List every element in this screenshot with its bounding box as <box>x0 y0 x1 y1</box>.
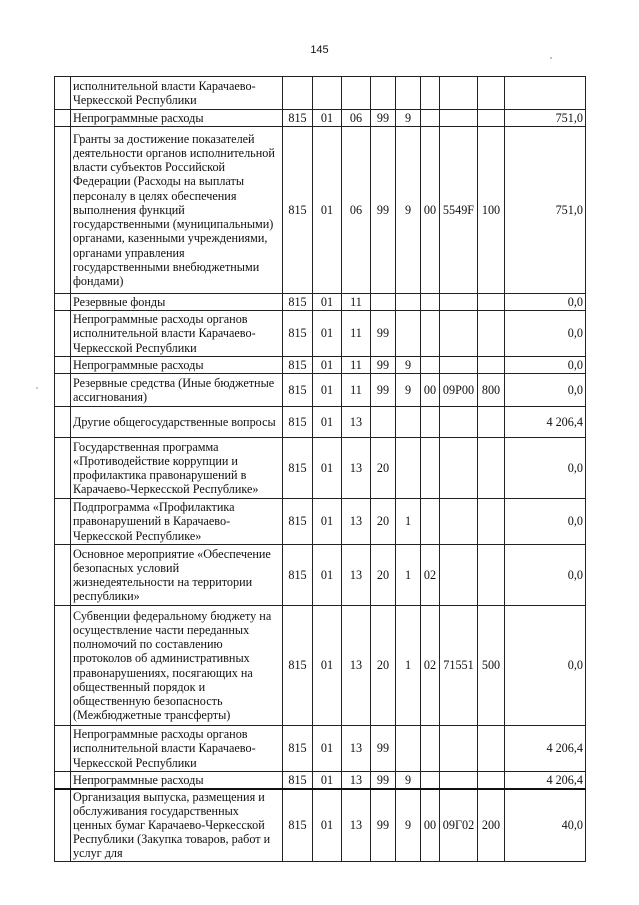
cell-csr2: 9 <box>396 789 421 862</box>
cell-csr4 <box>440 545 478 606</box>
table-row <box>55 407 586 438</box>
cell-pr: 13 <box>342 789 371 862</box>
cell-csr4 <box>440 499 478 545</box>
cell-amount: 0,0 <box>505 438 586 499</box>
row-lead-cell <box>55 772 71 789</box>
cell-csr4 <box>440 726 478 772</box>
cell-csr1 <box>371 294 396 311</box>
cell-rz: 01 <box>313 407 342 438</box>
cell-csr1: 99 <box>371 789 396 862</box>
cell-csr1: 20 <box>371 438 396 499</box>
cell-csr2 <box>396 438 421 499</box>
cell-vr: 500 <box>478 606 505 726</box>
cell-rz: 01 <box>313 357 342 374</box>
row-lead-cell <box>55 789 71 862</box>
cell-vr <box>478 772 505 789</box>
cell-rz: 01 <box>313 545 342 606</box>
cell-amount <box>505 77 586 110</box>
cell-csr4 <box>440 438 478 499</box>
cell-csr4 <box>440 772 478 789</box>
row-lead-cell <box>55 127 71 294</box>
cell-csr2 <box>396 726 421 772</box>
cell-csr4 <box>440 311 478 357</box>
row-lead-cell <box>55 438 71 499</box>
cell-amount: 0,0 <box>505 294 586 311</box>
cell-amount: 4 206,4 <box>505 726 586 772</box>
row-lead-cell <box>55 77 71 110</box>
cell-csr4 <box>440 294 478 311</box>
cell-ved: 815 <box>283 127 313 294</box>
row-lead-cell <box>55 407 71 438</box>
cell-vr <box>478 311 505 357</box>
cell-vr <box>478 499 505 545</box>
row-name: Непрограммные расходы органов исполнительной власти Карачаево-Черкесской Республики <box>71 726 283 772</box>
row-name: Резервные фонды <box>71 294 283 311</box>
cell-csr3 <box>421 726 440 772</box>
cell-vr <box>478 407 505 438</box>
cell-csr2: 9 <box>396 357 421 374</box>
cell-csr1: 99 <box>371 374 396 407</box>
cell-csr3: 00 <box>421 374 440 407</box>
cell-vr: 100 <box>478 127 505 294</box>
table-row <box>55 772 586 789</box>
cell-csr3 <box>421 294 440 311</box>
cell-vr <box>478 110 505 127</box>
cell-csr3 <box>421 438 440 499</box>
cell-csr3: 00 <box>421 127 440 294</box>
cell-csr4 <box>440 407 478 438</box>
row-name: Резервные средства (Иные бюджетные ассигнования) <box>71 374 283 407</box>
cell-ved: 815 <box>283 499 313 545</box>
cell-pr: 13 <box>342 407 371 438</box>
cell-csr2 <box>396 77 421 110</box>
table-row <box>55 789 586 862</box>
cell-csr2 <box>396 294 421 311</box>
cell-csr1: 99 <box>371 110 396 127</box>
cell-ved: 815 <box>283 545 313 606</box>
cell-amount: 4 206,4 <box>505 772 586 789</box>
row-name: Другие общегосударственные вопросы <box>71 407 283 438</box>
cell-csr4 <box>440 357 478 374</box>
cell-pr: 11 <box>342 311 371 357</box>
cell-ved: 815 <box>283 357 313 374</box>
row-lead-cell <box>55 110 71 127</box>
cell-amount: 0,0 <box>505 374 586 407</box>
row-name: Подпрограмма «Профилактика правонарушений в Карачаево-Черкесской Республике» <box>71 499 283 545</box>
cell-csr2 <box>396 407 421 438</box>
cell-ved: 815 <box>283 772 313 789</box>
cell-amount: 751,0 <box>505 110 586 127</box>
row-lead-cell <box>55 357 71 374</box>
cell-csr4 <box>440 110 478 127</box>
row-lead-cell <box>55 499 71 545</box>
cell-csr2: 9 <box>396 772 421 789</box>
cell-rz: 01 <box>313 772 342 789</box>
cell-vr <box>478 294 505 311</box>
cell-csr4 <box>440 77 478 110</box>
cell-amount: 0,0 <box>505 311 586 357</box>
cell-csr1: 20 <box>371 606 396 726</box>
budget-table <box>54 76 586 862</box>
cell-csr4: 5549F <box>440 127 478 294</box>
cell-vr: 800 <box>478 374 505 407</box>
cell-rz: 01 <box>313 110 342 127</box>
table-row <box>55 374 586 407</box>
cell-csr3 <box>421 77 440 110</box>
cell-pr: 13 <box>342 438 371 499</box>
cell-amount: 0,0 <box>505 499 586 545</box>
cell-rz: 01 <box>313 726 342 772</box>
cell-csr2: 1 <box>396 545 421 606</box>
cell-rz: 01 <box>313 789 342 862</box>
cell-ved: 815 <box>283 110 313 127</box>
table-row <box>55 606 586 726</box>
table-row <box>55 499 586 545</box>
cell-vr <box>478 726 505 772</box>
cell-csr2: 9 <box>396 110 421 127</box>
cell-csr1: 99 <box>371 311 396 357</box>
cell-csr3 <box>421 357 440 374</box>
cell-rz: 01 <box>313 374 342 407</box>
cell-pr: 13 <box>342 545 371 606</box>
cell-rz <box>313 77 342 110</box>
cell-pr: 11 <box>342 294 371 311</box>
row-name: Организация выпуска, размещения и обслуживания государственных ценных бумаг Карачаево-Черкесской Республики (Закупка товаров, работ и услуг для <box>71 789 283 862</box>
cell-amount: 40,0 <box>505 789 586 862</box>
cell-ved: 815 <box>283 294 313 311</box>
row-lead-cell <box>55 294 71 311</box>
row-lead-cell <box>55 606 71 726</box>
cell-csr4: 09Р00 <box>440 374 478 407</box>
cell-rz: 01 <box>313 499 342 545</box>
cell-pr: 13 <box>342 499 371 545</box>
cell-csr2 <box>396 311 421 357</box>
cell-pr: 13 <box>342 772 371 789</box>
cell-csr2: 9 <box>396 374 421 407</box>
table-row <box>55 77 586 110</box>
row-lead-cell <box>55 545 71 606</box>
cell-ved: 815 <box>283 438 313 499</box>
speck <box>36 387 38 389</box>
cell-pr: 06 <box>342 127 371 294</box>
cell-csr1: 20 <box>371 545 396 606</box>
cell-vr <box>478 357 505 374</box>
cell-csr3 <box>421 311 440 357</box>
table-row <box>55 545 586 606</box>
cell-ved: 815 <box>283 606 313 726</box>
cell-csr3 <box>421 110 440 127</box>
row-name: исполнительной власти Карачаево-Черкесской Республики <box>71 77 283 110</box>
cell-vr: 200 <box>478 789 505 862</box>
cell-pr: 13 <box>342 726 371 772</box>
cell-ved: 815 <box>283 374 313 407</box>
cell-amount: 0,0 <box>505 357 586 374</box>
speck <box>550 57 552 59</box>
cell-csr1: 99 <box>371 772 396 789</box>
cell-ved: 815 <box>283 726 313 772</box>
cell-csr3: 02 <box>421 606 440 726</box>
cell-csr1: 99 <box>371 127 396 294</box>
row-name: Непрограммные расходы органов исполнительной власти Карачаево-Черкесской Республики <box>71 311 283 357</box>
cell-csr1: 20 <box>371 499 396 545</box>
cell-rz: 01 <box>313 606 342 726</box>
row-lead-cell <box>55 311 71 357</box>
table-row <box>55 127 586 294</box>
cell-amount: 751,0 <box>505 127 586 294</box>
table-row <box>55 726 586 772</box>
cell-pr: 06 <box>342 110 371 127</box>
cell-amount: 0,0 <box>505 545 586 606</box>
cell-ved <box>283 77 313 110</box>
cell-pr: 11 <box>342 374 371 407</box>
table-row <box>55 294 586 311</box>
page-number: 145 <box>310 44 329 56</box>
cell-csr4: 09Г02 <box>440 789 478 862</box>
row-name: Гранты за достижение показателей деятельности органов исполнительной власти субъектов Российской Федерации (Расходы на выплаты персоналу в целях обеспечения выполнения функций государственными (муниципальными) органами, казенными учреждениями, органами управления государственными внебюджетными фондами) <box>71 127 283 294</box>
cell-vr <box>478 545 505 606</box>
cell-csr4: 71551 <box>440 606 478 726</box>
cell-ved: 815 <box>283 407 313 438</box>
table-row <box>55 438 586 499</box>
cell-rz: 01 <box>313 311 342 357</box>
cell-ved: 815 <box>283 789 313 862</box>
row-name: Непрограммные расходы <box>71 357 283 374</box>
cell-ved: 815 <box>283 311 313 357</box>
cell-csr2: 1 <box>396 606 421 726</box>
row-name: Субвенции федеральному бюджету на осуществление части переданных полномочий по составлению протоколов об административных правонарушениях, посягающих на общественный порядок и общественную безопасность (Межбюджетные трансферты) <box>71 606 283 726</box>
cell-csr3 <box>421 772 440 789</box>
cell-csr1 <box>371 407 396 438</box>
cell-amount: 0,0 <box>505 606 586 726</box>
table-row <box>55 110 586 127</box>
row-lead-cell <box>55 726 71 772</box>
cell-csr3 <box>421 407 440 438</box>
cell-csr2: 1 <box>396 499 421 545</box>
cell-csr2: 9 <box>396 127 421 294</box>
row-name: Непрограммные расходы <box>71 772 283 789</box>
cell-csr1: 99 <box>371 357 396 374</box>
table-row <box>55 311 586 357</box>
cell-amount: 4 206,4 <box>505 407 586 438</box>
cell-pr: 13 <box>342 606 371 726</box>
cell-csr1 <box>371 77 396 110</box>
row-name: Государственная программа «Противодействие коррупции и профилактика правонарушений в Карачаево-Черкесской Республике» <box>71 438 283 499</box>
cell-vr <box>478 77 505 110</box>
cell-rz: 01 <box>313 438 342 499</box>
row-name: Основное мероприятие «Обеспечение безопасных условий жизнедеятельности на территории республики» <box>71 545 283 606</box>
row-lead-cell <box>55 374 71 407</box>
table-row <box>55 357 586 374</box>
row-name: Непрограммные расходы <box>71 110 283 127</box>
cell-vr <box>478 438 505 499</box>
cell-rz: 01 <box>313 127 342 294</box>
cell-csr3: 02 <box>421 545 440 606</box>
cell-csr3: 00 <box>421 789 440 862</box>
cell-pr: 11 <box>342 357 371 374</box>
cell-rz: 01 <box>313 294 342 311</box>
cell-csr3 <box>421 499 440 545</box>
cell-csr1: 99 <box>371 726 396 772</box>
cell-pr <box>342 77 371 110</box>
